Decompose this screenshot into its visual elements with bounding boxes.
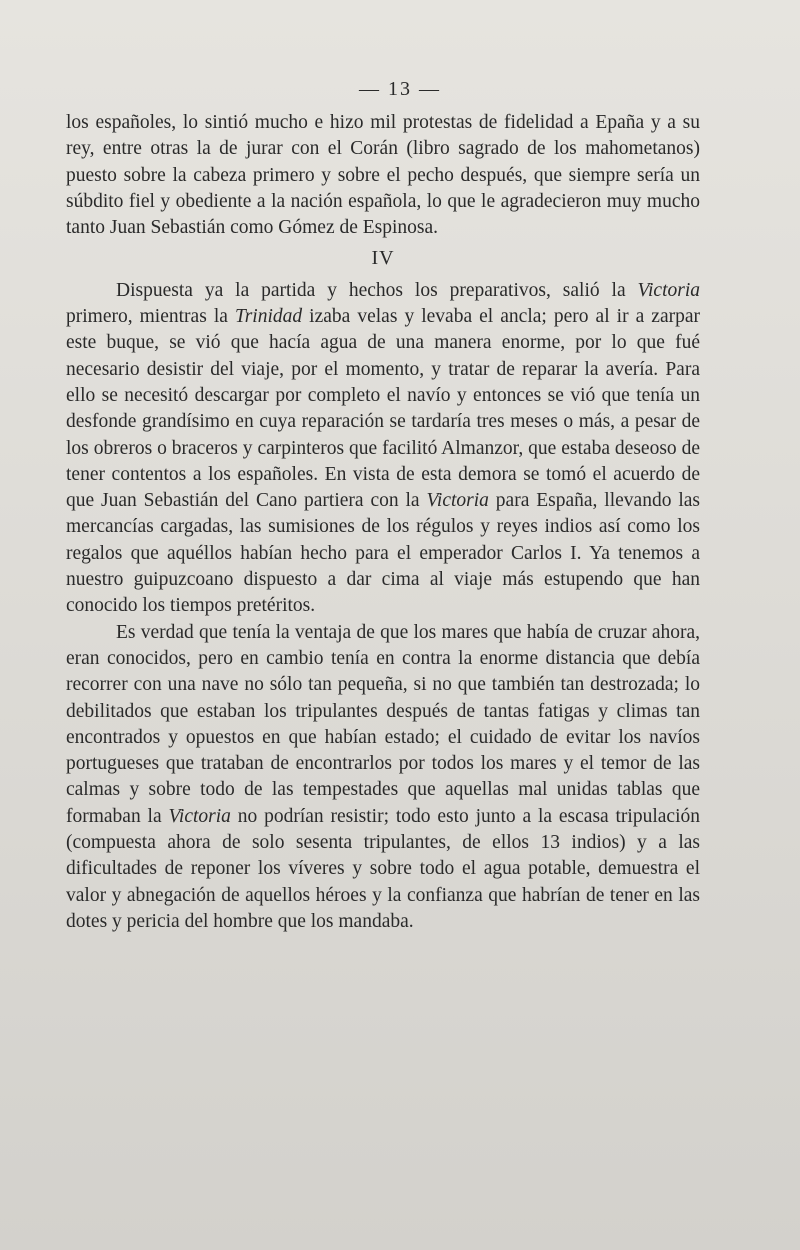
- paragraph-voyage-text-1: Es verdad que tenía la ventaja de que los mares que había de cruzar ahora, eran conocidos, pero en cambio tenía en contra la enorme distancia que debía recorrer con una nave no sólo tan pequeña, si no que también tan destrozada; lo debilitados que estaban los tripulantes después de tantas fatigas y climas tan encontrados y opuestos en que habían estado; el cuidado de evitar los navíos portugueses que trataban de encontrarlos por todos los mares y el temor de las calmas y sobre todo de las tempestades que aquellas mal unidas tablas que formaban la: [66, 621, 700, 827]
- ship-name-victoria: Victoria: [426, 490, 489, 512]
- section-heading: IV: [371, 247, 395, 270]
- paragraph-departure-text-2: primero, mientras la: [66, 306, 235, 328]
- paragraph-continuation: los españoles, lo sintió mucho e hizo mil protestas de fidelidad a Epaña y a su rey, entre otras la de jurar con el Corán (libro sagrado de los mahometanos) puesto sobre la cabeza primero y sobre el pecho después, que siempre sería un súbdito fiel y obediente a la nación española, lo que le agradecieron muy mucho tanto Juan Sebastián como Gómez de Espinosa.: [66, 112, 700, 239]
- paragraph-voyage-text-2: no podrían resistir; todo esto junto a la escasa tripulación (compuesta ahora de solo sesenta tripulantes, de ellos 13 indios) y a las dificultades de reponer los víveres y sobre todo el agua potable, demuestra el valor y abnegación de aquellos héroes y la confianza que habrían de tener en las dotes y pericia del hombre que los mandaba.: [66, 805, 700, 932]
- paragraph-departure-text-1: Dispuesta ya la partida y hechos los preparativos, salió la: [116, 279, 638, 301]
- paragraph-voyage: [66, 620, 700, 936]
- page-number: — 13 —: [359, 78, 441, 100]
- body-text: [66, 110, 700, 935]
- ship-name-victoria: Victoria: [637, 279, 700, 301]
- ship-name-trinidad: Trinidad: [234, 306, 303, 328]
- paragraph-departure: [66, 278, 700, 620]
- paragraph-departure-text-4: para España, llevando las mercancías cargadas, las sumisiones de los régulos y reyes indios así como los regalos que aquéllos habían hecho para el emperador Carlos I. Ya tenemos a nuestro guipuzcoano dispuesto a dar cima al viaje más estupendo que han conocido los tiempos pretéritos.: [66, 490, 700, 617]
- paragraph-departure-text-3: izaba velas y levaba el ancla; pero al ir a zarpar este buque, se vió que hacía agua de una manera enorme, por lo que fué necesario desistir del viaje, por el momento, y tratar de reparar la avería. Para ello se necesitó descargar por completo el navío y entonces se vió que tenía un desfonde grandísimo en cuya reparación se tardaría tres meses o más, a pesar de los obreros o braceros y carpinteros que facilitó Almanzor, que estaba deseoso de tener contentos a los españoles. En vista de esta demora se tomó el acuerdo de que Juan Sebastián del Cano partiera con la: [66, 306, 700, 512]
- ship-name-victoria: Victoria: [168, 805, 231, 827]
